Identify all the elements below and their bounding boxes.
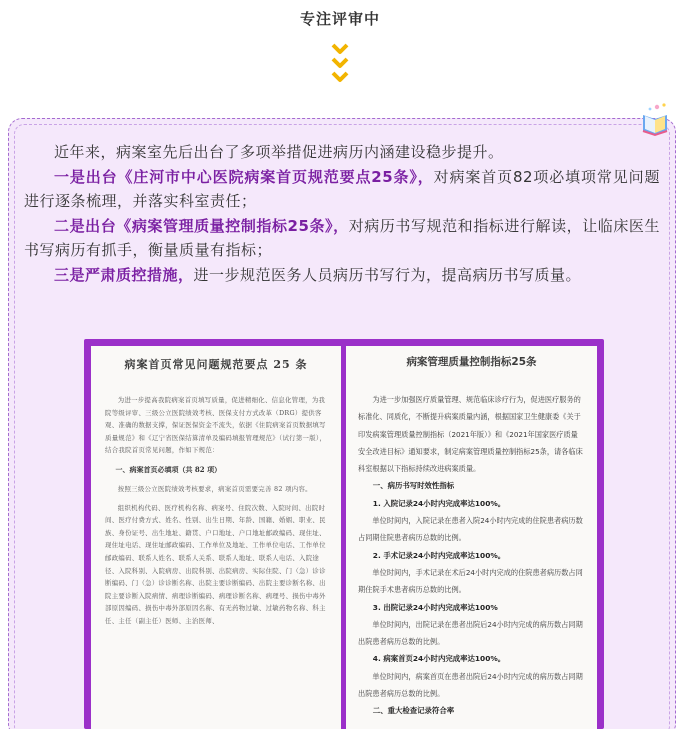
document-left-paragraph: 为进一步提高我院病案首页填写质量，促进精细化、信息化管理，为我院等级评审、三级公立医院绩效考核、医保支付方式改革（DRG）提供客观、准确的数据支撑，保证医保资金不流失，依据《住院病案首页数据填写质量规范》和《辽宁省医保结算清单及编码填报管理规范》（试行第一版），结合我院首页常见问题，作如下规范： [105,396,327,455]
document-right-subheading: 2. 手术记录24小时内完成率达100%。 [372,550,506,560]
document-right [346,346,597,729]
document-right-paragraph: 单位时间内，出院记录在患者出院后24小时内完成的病历数占同期出院患者病历总数的比例。 [358,619,583,647]
document-right-heading: 一、病历书写时效性指标 [372,481,455,491]
section-title: 专注评审中 [299,10,380,28]
item-two-text: 对病历书写规范和指标进行解读，让临床医生书写病历有抓手，衡量质量有指标； [24,216,660,259]
item-three-text: 进一步规范医务人员病历书写行为，提高病历书写质量。 [193,265,582,284]
document-right-paragraph: 单位时间内，入院记录在患者入院24小时内完成的住院患者病历数占同期住院患者病历总数的比例。 [358,516,583,543]
document-left [91,346,341,729]
chevron-down-icon [331,42,349,90]
document-right-title: 病案管理质量控制指标25条 [406,356,537,368]
item-one-text: 对病案首页82项必填项常见问题进行逐条梳理，并落实科室责任； [24,167,660,210]
document-left-heading: 一、病案首页必填项（共 82 项） [115,464,222,474]
document-right-heading: 二、重大检查记录符合率 [372,706,455,716]
item-one-highlight: 一是出台《庄河市中心医院病案首页规范要点25条》， [54,167,434,186]
document-right-paragraph: 单位时间内，手术记录在术后24小时内完成的住院患者病历数占同期住院手术患者病历总数的比例。 [358,567,583,595]
documents-image-frame [84,339,604,729]
item-two [24,214,660,263]
document-left-title: 病案首页常见问题规范要点 25 条 [124,358,308,371]
document-right-paragraph: 为进一步加强医疗质量管理、规范临床诊疗行为，促进医疗服务的标准化、同质化，不断提升病案质量内涵，根据国家卫生健康委《关于印发病案管理质量控制指标（2021年版）》和《2021年国家医疗质量安全改进目标》通知要求，制定病案管理质量控制指标25条，请各临床科室根据以下指标持续改进病案质量。 [358,395,583,474]
item-two-highlight: 二是出台《病案管理质量控制指标25条》， [54,216,349,235]
document-right-subheading: 1. 入院记录24小时内完成率达100%。 [372,498,506,508]
document-left-paragraph: 按照三级公立医院绩效考核要求，病案首页需要完善 82 项内容。 [117,484,312,493]
item-one [24,165,660,214]
document-left-paragraph: 组织机构代码、医疗机构名称、病案号、住院次数、入院时间、出院时间、医疗付费方式、姓名、性别、出生日期、年龄、国籍、婚姻、职业、民族、身份证号、出生地址、籍贯、户口地址、户口地址邮政编码、现住址、现住址电话、现住址邮政编码、工作单位及地址、工作单位电话、工作单位邮政编码、联系人姓名、联系人关系、联系人地址、联系人电话、入院途径、入院科别、入院病房、出院科别、出院病房、实际住院、门（急）诊诊断编码、门（急）诊诊断名称、出院主要诊断编码、出院主要诊断名称、出院主要诊断入院病情、病理诊断编码、病理诊断名称、病理号、损伤中毒外部原因编码、损伤中毒外部原因名称、有无药物过敏、过敏药物名称、科主任、主任（副主任）医师、主治医师、 [105,503,326,625]
intro-paragraph: 近年来，病案室先后出台了多项举措促进病历内涵建设稳步提升。 [54,143,504,161]
document-right-paragraph: 单位时间内，病案首页在患者出院后24小时内完成的病历数占同期出院患者病历总数的比例。 [358,671,583,699]
document-right-subheading: 4. 病案首页24小时内完成率达100%。 [372,654,506,664]
document-right-subheading: 3. 出院记录24小时内完成率达100% [372,602,498,612]
item-three [24,263,660,288]
open-book-icon [637,101,673,137]
item-three-highlight: 三是严肃质控措施， [54,265,194,284]
intro-text [24,140,660,287]
